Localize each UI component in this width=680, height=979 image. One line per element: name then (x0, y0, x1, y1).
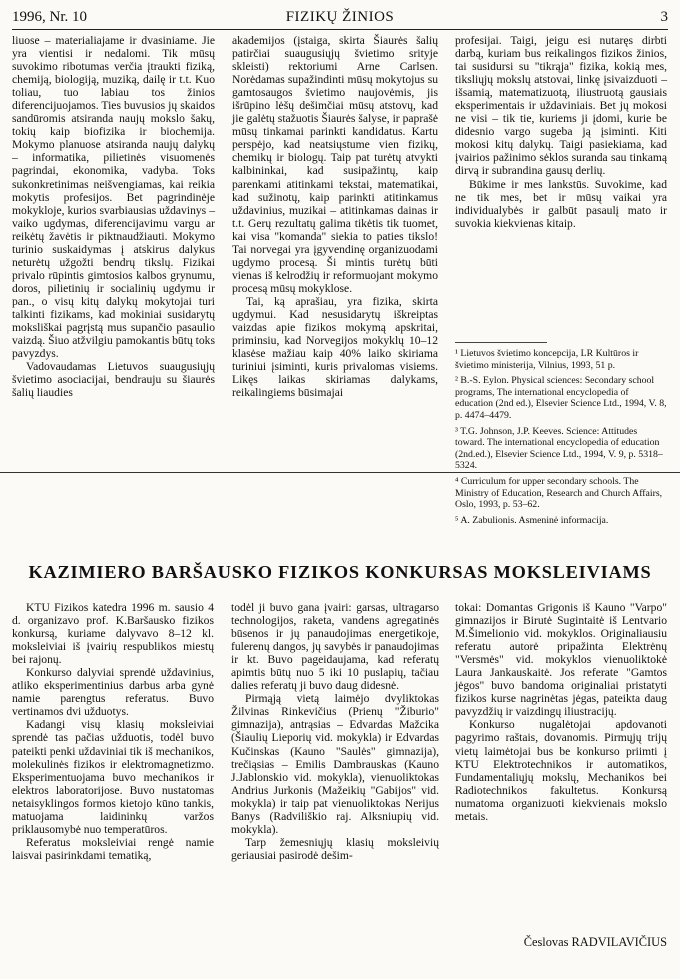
footnote-rule (455, 342, 547, 343)
top-column-3 (455, 34, 667, 526)
footnote: ⁵ A. Zabulionis. Asmeninė informacija. (455, 514, 609, 526)
paragraph: Referatus moksleiviai rengė namie laisvai pasirinkdami tematiką, (12, 835, 214, 862)
journal-title: FIZIKŲ ŽINIOS (285, 9, 395, 25)
top-column-2 (232, 34, 438, 466)
bottom-column-1 (12, 601, 214, 956)
paragraph: KTU Fizikos katedra 1996 m. sausio 4 d. organizavo prof. K.Baršausko fizikos konkursą, kuriame dalyvavo 8–12 kl. moksleiviai iš įvairių respublikos miestų bei rajonų. (12, 601, 214, 667)
author-signature: Česlovas RADVILAVIČIUS (523, 935, 667, 949)
paragraph: Konkurso nugalėtojai apdovanoti pagyrimo raštais, dovanomis. Pirmųjų trijų vietų laimėtojai bus be konkurso priimti į KTU Elektrotechnikos ir automatikos, Fundamentaliųjų mokslų, Mechanikos bei Radiotechnikos fakultetus. Konkursą numatoma organizuoti kiekvienais mokslo metais. (455, 718, 667, 823)
article-title: KAZIMIERO BARŠAUSKO FIZIKOS KONKURSAS MOKSLEIVIAMS (28, 562, 652, 582)
paragraph: tokai: Domantas Grigonis iš Kauno "Varpo" gimnazijos ir Birutė Sugintaitė iš Lentvario M.Šimelionio vid. mokyklos. Originaliausiu referatu autorė pripažinta Elektrėnų "Versmės" vid. mokyklos vienuoliktokė Laura Jankauskaitė. Jos referate "Gamtos jėgos" buvo bandoma originaliai pristatyti fizikos kurse nagrinėtas jėgas, pateikta daug pavyzdžių ir vaizdingų iliustracijų. (455, 601, 667, 719)
paragraph: Būkime ir mes lankstūs. Suvokime, kad ne tik mes, bet ir mūsų vaikai yra individualybės ir galbūt pasaulį mato ir suvokia kiekvienas kitaip. (455, 177, 667, 230)
page-header (12, 7, 668, 30)
paragraph: Tarp žemesniųjų klasių moksleivių geriausiai pasirodė dešim- (231, 835, 439, 862)
footnote: ² B.-S. Eylon. Physical sciences: Secondary school programs, The international encyclopedia of education (2nd ed.), Elsevier Science Ltd., 1994, V. 8, p. 4474–4479. (455, 375, 667, 421)
paragraph: akademijos (įstaiga, skirta Šiaurės šalių patirčiai suaugusiųjų švietimo srityje skleisti) rektoriumi Arne Carlsen. Norėdamas supažindinti mūsų mokytojus su gamtosaugos švietimo naujovėmis, jis išrūpino lėšų dešimčiai mūsų atstovų, kad jie galėtų stažuotis Šiaurės šalyse, ir paprašė mūsų tinkamai parinkti kandidatus. Kartu perspėjo, kad neatsiųstume vien fizikų, chemikų ir biologų. Taip pat turėtų atvykti kalbininkai, kad susipažintų, kaip parenkami atitinkami tekstai, matematikai, kad sužinotų, kaip parinkti atitinkamus uždavinius, muzikai – atitinkamas dainas ir t.t. Gerų rezultatų galima tikėtis tik tuomet, kai visa "komanda" siekia to paties tikslo! Tai norvegai yra įgyvendinę organizuodami ugdymo procesą. Ši mintis turėtų būti vienas iš kelrodžių ir reformuojant mokymo procesą mūsų mokyklose. (232, 34, 438, 295)
paragraph: Konkurso dalyviai sprendė uždavinius, atliko eksperimentinius darbus arba gynė namie parengtus referatus. Buvo vertinamos dvi užduotys. (12, 666, 214, 719)
top-column-1 (12, 34, 215, 466)
bottom-column-3 (455, 601, 667, 956)
paragraph: Tai, ką aprašiau, yra fizika, skirta ugdymui. Kad nesusidarytų iškreiptas vaizdas apie fizikos mokymą apskritai, priminsiu, kad Norvegijos mokyklų 10–12 klasėse mažiau kaip 40% laiko skiriama turiniui įsiminti, kuris privalomas visiems. Likęs laikas skiriamas dalykams, reikalingiems būsimajai (232, 294, 438, 400)
paragraph: liuose – materialiajame ir dvasiniame. Jie yra vientisi ir nedalomi. Tik mūsų suvokimo ribotumas verčia įtraukti fiziką, chemiją, biologiją, muziką, dailę ir t.t. Kuo toliau, tuo labiau tos žinios diferencijuojamos. Ties buvusios jų skaidos sandūromis atsiranda naujų mokslo šakų, tokių kaip biofizika ir biochemija. Mokymo planuose atsiranda naujų dalykų – informatika, pilietinės visuomenės pagrindai, ekonomika, vadyba. Toks sukonkretinimas neišvengiamas, kai reikia mokytis profesijos. Bet pagrindinėje mokykloje, kurios svarbiausias uždavinys – vaiko ugdymas, diferencijavimu vargu ar reikėtų žavėtis ir piktnaudžiauti. Mokymo turinio suskaidymas į atskirus dalykus neturėtų užgožti bendrų tikslų. Fizikai privalo rūpintis gimtosios kalbos grynumu, doros, pilietinių ir socialinių ugdymu ir pan., o visų kitų dalykų mokytojai turi talkinti fizikams, kad mokiniai susidarytų moksliškai pagrįstą mus supančio pasaulio vaizdą. Šiuo atžvilgiu pamokantis būtų toks pavyzdys. (12, 34, 215, 361)
footnote: ³ T.G. Johnson, J.P. Keeves. Science: Attitudes toward. The international encyclopedia of education (2nd.ed.), Elsevier Science Ltd., 1994, V. 9, p. 5318–5324. (455, 425, 663, 472)
footnote: ⁴ Curriculum for upper secondary schools. The Ministry of Education, Research and Church Affairs, Oslo, 1993, p. 53–62. (455, 475, 663, 511)
paragraph: Kadangi visų klasių moksleiviai sprendė tas pačias užduotis, todėl buvo pateikti penki uždaviniai tik iš mechanikos, molekulinės fizikos ir elektromagnetizmo. Eksperimentuojama buvo mechanikos ir elektros laboratorijose. Buvo nustatomas netaisyklingos formos kietojo kūno tankis, matuojama laidininkų varžos priklausomybė nuo temperatūros. (12, 718, 214, 836)
paragraph: profesijai. Taigi, jeigu esi nutaręs dirbti darbą, kuriam bus reikalingos fizikos žinios, tai susidursi su "tikrąja" fizika, kokią mes, tiksliųjų mokslų atstovai, linkę įsivaizduoti – išsamią, matematizuotą, iliustruotą gausiais eksperimentais ir uždaviniais. Bet jų mokosi ne visi – tik tie, kuriems ji įdomi, kurie be didesnio vargo sugeba ją įsiminti. Kiti mokosi kitų dalykų. Taigi pasiekiama, kad įvairios pažinimo sėklos suranda sau tinkamą dirvą ir subrandina gausų derlių. (455, 34, 667, 178)
issue-number: 1996, Nr. 10 (12, 9, 87, 25)
section-divider (0, 472, 680, 473)
footnote: ¹ Lietuvos švietimo koncepcija, LR Kultūros ir švietimo ministerija, Vilnius, 1993, 51 p. (455, 348, 639, 371)
page-number: 3 (660, 9, 668, 25)
paragraph: Pirmąją vietą laimėjo dvyliktokas Žilvinas Rinkevičius (Prienų "Žiburio" gimnazija), antrąsias – Edvardas Mažcika (Šiaulių Lieporių vid. mokykla) ir Edvardas Kučinskas (Kauno "Saulės" gimnazija), trečiąsias – Emilis Dambrauskas (Kauno J.Jablonskio vid. mokykla), vienuoliktokas Andrius Jurkonis (Mažeikių "Gabijos" vid. mokykla) ir taip pat vienuoliktokas Nerijus Banys (Radviliškio raj. Alksniupių vid. mokykla). (231, 692, 439, 836)
bottom-column-2 (231, 601, 439, 956)
footnotes (455, 348, 667, 526)
paragraph: Vadovaudamas Lietuvos suaugusiųjų švietimo asociacijai, bendrauju su šiaurės šalių liaudies (12, 360, 215, 400)
paragraph: todėl ji buvo gana įvairi: garsas, ultragarso technologijos, raketa, vandens agregatinės būsenos ir jų panaudojimas energetikoje, fulerenų dangos, jų savybės ir panaudojimas ir kt. Buvo pageidaujama, kad referatų apimtis būtų nuo 5 iki 10 puslapių, tačiau dalies referatų ji buvo daug didesnė. (231, 601, 439, 693)
